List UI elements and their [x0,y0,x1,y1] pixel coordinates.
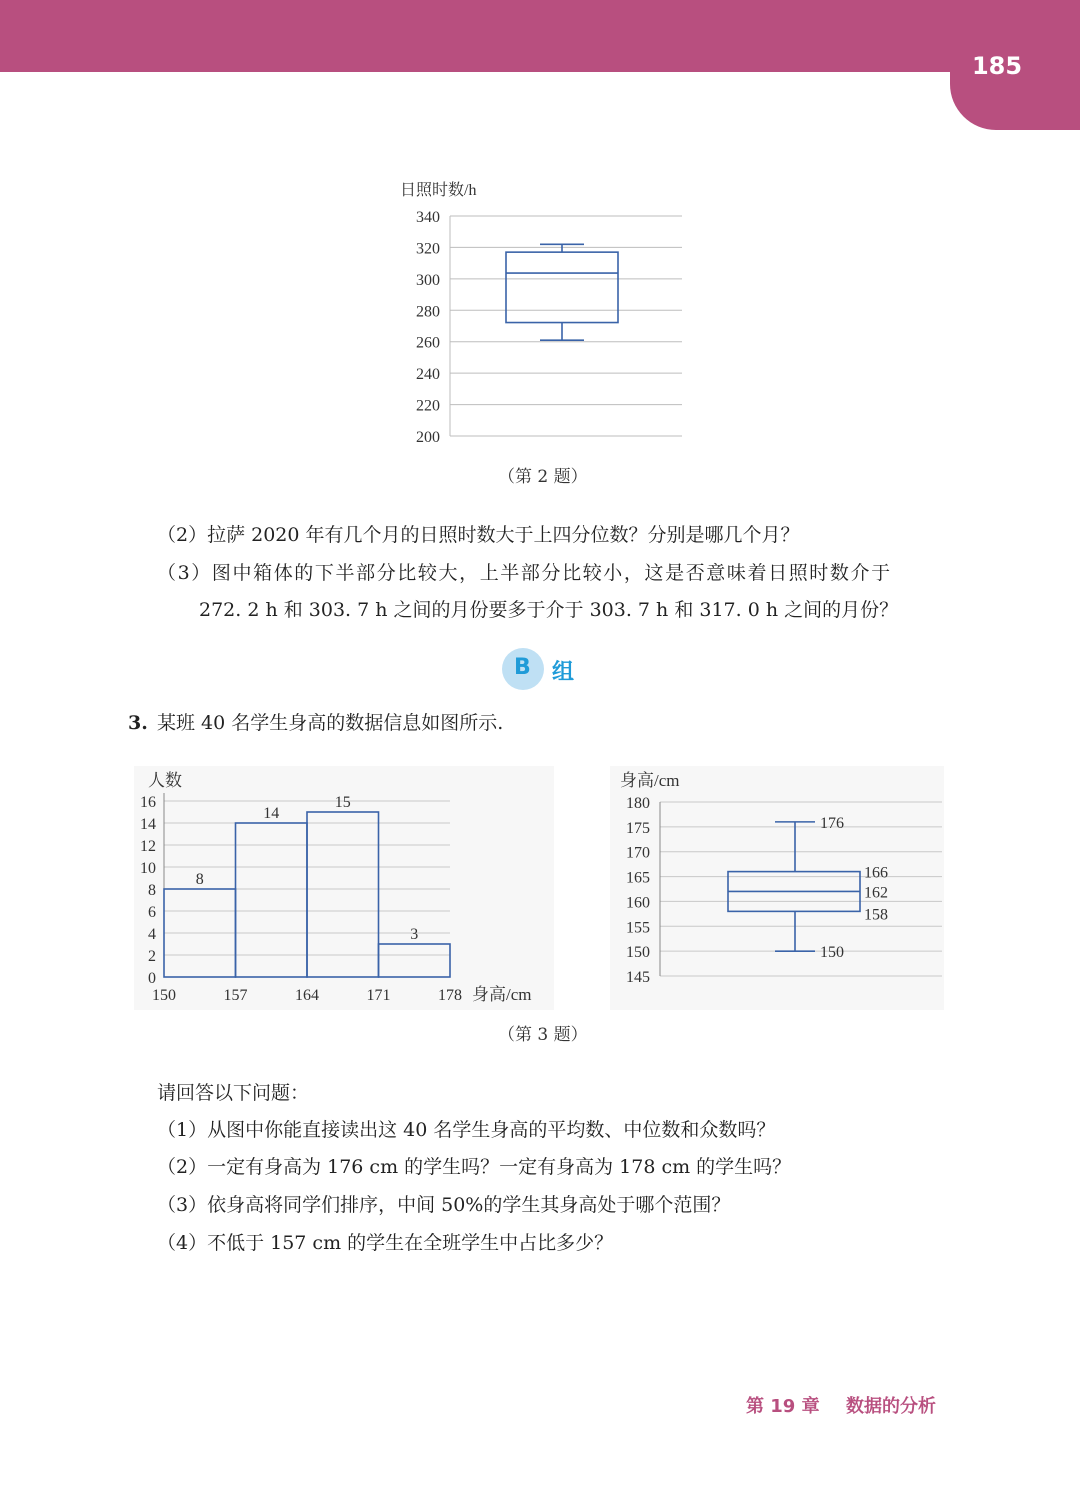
x-tick-label: 164 [295,987,319,1004]
y-tick-label: 6 [148,904,156,921]
median-label: 162 [864,884,888,902]
y-tick-label: 14 [140,816,156,833]
question-2-3-line2: 272. 2 h 和 303. 7 h 之间的月份要多于介于 303. 7 h 和 317. 0 h 之间的月份？ [199,599,899,621]
q1-label: 158 [864,906,888,924]
bar-value-label: 3 [410,926,419,943]
problem-3-intro: 请回答以下问题： [157,1082,310,1104]
y-tick-label: 8 [148,882,156,899]
y-tick-label: 340 [416,209,440,226]
y-tick-label: 260 [416,334,440,352]
x-tick-label: 178 [438,987,462,1004]
y-tick-label: 12 [140,838,156,855]
question-3-3: （3）依身高将同学们排序，中间 50%的学生其身高处于哪个范围？ [157,1194,731,1216]
y-tick-label: 200 [416,429,440,446]
height-boxplot-ylabel: 身高/cm [620,771,680,790]
group-b-letter: B [514,655,531,680]
box [506,252,618,322]
y-tick-label: 0 [148,970,156,987]
sunshine-ylabel: 日照时数/h [400,182,477,199]
question-3-1: （1）从图中你能直接读出这 40 名学生身高的平均数、中位数和众数吗？ [157,1119,776,1141]
y-tick-label: 145 [626,969,650,986]
y-tick-label: 180 [626,795,650,812]
question-3-2: （2）一定有身高为 176 cm 的学生吗？一定有身高为 178 cm 的学生吗？ [157,1156,792,1178]
y-tick-label: 165 [626,869,650,887]
footer-title: 数据的分析 [846,1396,936,1417]
y-tick-label: 155 [626,919,650,937]
y-tick-label: 280 [416,303,440,321]
y-tick-label: 220 [416,397,440,415]
group-b-word: 组 [552,660,575,685]
page-number: 185 [971,52,1023,80]
header-bar [0,0,1080,72]
sunshine-boxplot [380,170,700,460]
min-label: 150 [820,944,844,962]
height-histogram [134,766,554,1010]
y-tick-label: 160 [626,894,650,912]
x-tick-label: 150 [152,987,176,1004]
y-tick-label: 170 [626,844,650,862]
bar-value-label: 8 [195,871,204,888]
histogram-xlabel: 身高/cm [472,985,532,1004]
y-tick-label: 300 [416,271,440,289]
y-tick-label: 150 [626,944,650,962]
x-tick-label: 171 [366,987,391,1004]
problem-3-number: 3. [128,712,148,734]
x-tick-label: 157 [223,987,248,1004]
height-boxplot [610,766,944,1010]
bar-value-label: 15 [334,794,351,811]
figure2-caption: （第 2 题） [498,467,588,487]
bar-value-label: 14 [263,805,280,822]
problem-3-text: 某班 40 名学生身高的数据信息如图所示. [157,712,504,734]
y-tick-label: 240 [416,366,440,384]
footer-chapter: 第 19 章 [746,1396,820,1417]
max-label: 176 [820,814,844,832]
question-3-4: （4）不低于 157 cm 的学生在全班学生中占比多少？ [157,1232,614,1254]
y-tick-label: 16 [140,794,156,811]
y-tick-label: 320 [416,240,440,258]
q3-label: 166 [864,864,888,882]
y-tick-label: 175 [626,819,650,837]
question-2-2: （2）拉萨 2020 年有几个月的日照时数大于上四分位数？分别是哪几个月？ [157,524,800,546]
histogram-ylabel: 人数 [148,771,182,790]
y-tick-label: 2 [148,948,156,965]
y-tick-label: 4 [148,926,156,943]
y-tick-label: 10 [140,860,156,877]
figure3-caption: （第 3 题） [498,1025,588,1045]
question-2-3-line1: （3）图中箱体的下半部分比较大，上半部分比较小，这是否意味着日照时数介于 [157,562,892,584]
